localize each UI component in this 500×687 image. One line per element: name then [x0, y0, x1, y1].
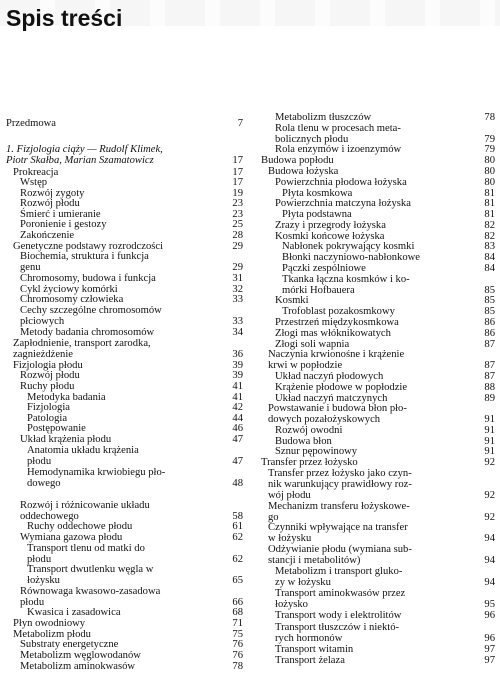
toc-entry-title: Kosmki [275, 295, 309, 306]
toc-entry-title: Rozwój płodu [20, 370, 80, 381]
toc-entry-page: 39 [232, 360, 243, 371]
toc-entry-page: 36 [232, 348, 243, 360]
toc-entry-title: 1. Fizjologia ciąży — Rudolf Klimek, Piotr Skałba, Marian Szamatowicz [6, 144, 163, 166]
toc-entry-page: 91 [484, 413, 495, 425]
toc-entry-title: Chromosomy, budowa i funkcja [20, 273, 156, 284]
toc-entry-title: Zrazy i przegrody łożyska [275, 220, 386, 231]
toc-entry-page: 91 [484, 436, 495, 447]
toc-entry-page: 29 [232, 241, 243, 252]
toc-entry-title: Transport tłuszczów i niektó- rych hormonów [275, 622, 400, 644]
toc-entry-page: 79 [484, 133, 495, 145]
toc-entry [261, 545, 495, 567]
toc-entry-page: 86 [484, 328, 495, 339]
toc-entry [6, 468, 243, 490]
toc-entry [6, 565, 243, 587]
toc-entry-title: Równowaga kwasowo-zasadowa płodu [20, 586, 161, 608]
toc-entry-page: 80 [484, 166, 495, 177]
toc-entry-title: Powstawanie i budowa błon pło- dowych pozałożyskowych [268, 403, 407, 425]
toc-entry-page: 29 [232, 261, 243, 273]
toc-entry-title: Trofoblast pozakosmkowy [282, 306, 395, 317]
toc-entry-page: 47 [232, 455, 243, 467]
toc-entry-title: Rozwój płodu [20, 198, 80, 209]
toc-entry-page: 62 [232, 532, 243, 543]
toc-entry-page: 92 [484, 511, 495, 523]
toc-entry-title: Transport witamin [275, 644, 354, 655]
toc-entry-page: 84 [484, 252, 495, 263]
toc-entry-title: Budowa błon [275, 436, 332, 447]
toc-entry [261, 589, 495, 611]
toc-entry-title: Patologia [27, 413, 68, 424]
toc-entry-title: Naczynia krwionośne i krążenie krwi w popłodzie [268, 349, 405, 371]
toc-entry-title: Budowa łożyska [268, 166, 339, 177]
toc-entry-title: Transport żelaza [275, 655, 345, 666]
toc-entry-page: 34 [232, 327, 243, 338]
toc-entry [6, 446, 243, 468]
toc-entry [261, 523, 495, 545]
toc-entry-title: Fizjologia płodu [13, 360, 83, 371]
toc-entry-page: 23 [232, 198, 243, 209]
toc-entry [261, 275, 495, 297]
toc-entry-page: 97 [484, 644, 495, 655]
toc-entry-page: 44 [232, 413, 243, 424]
toc-entry-title: Powierzchnia matczyna łożyska [275, 198, 411, 209]
toc-entry [6, 119, 243, 130]
toc-entry-page: 62 [232, 553, 243, 565]
toc-entry-page: 41 [232, 381, 243, 392]
toc-entry [261, 469, 495, 502]
toc-entry-page: 96 [484, 632, 495, 644]
toc-entry-page: 48 [232, 477, 243, 489]
toc-entry-title: Substraty energetyczne [20, 639, 119, 650]
toc-entry-page: 39 [232, 370, 243, 381]
toc-entry-page: 78 [484, 112, 495, 123]
toc-entry-page: 66 [232, 596, 243, 608]
toc-entry-page: 61 [232, 521, 243, 532]
toc-entry-page: 17 [232, 154, 243, 166]
toc-entry-page: 41 [232, 392, 243, 403]
toc-entry-title: Metabolizm płodu [13, 629, 91, 640]
toc-entry-title: Czynniki wpływające na transfer w łożysku [268, 522, 408, 544]
toc-entry-title: Anatomia układu krążenia płodu [27, 445, 139, 467]
toc-entry-page: 76 [232, 650, 243, 661]
toc-entry-title: Ruchy płodu [20, 381, 75, 392]
toc-entry-title: Zapłodnienie, transport zarodka, zagnieżdżenie [13, 338, 151, 360]
toc-entry-title: Płyta kosmkowa [282, 188, 353, 199]
toc-entry-page: 42 [232, 402, 243, 413]
toc-entry-page: 28 [232, 230, 243, 241]
toc-entry-page: 91 [484, 425, 495, 436]
toc-entry-page: 33 [232, 315, 243, 327]
toc-entry-page: 78 [232, 661, 243, 672]
toc-entry [261, 611, 495, 622]
toc-entry [261, 124, 495, 146]
toc-entry [6, 339, 243, 361]
toc-entry-title: Tkanka łączna kosmków i ko- mórki Hofbauera [282, 274, 410, 296]
toc-entry [6, 145, 243, 167]
toc-entry-page: 94 [484, 532, 495, 544]
toc-entry-title: Transfer przez łożysko jako czyn- nik warunkujący prawidłowy roz- wój płodu [268, 468, 412, 501]
toc-entry-page: 79 [484, 144, 495, 155]
toc-entry-page: 68 [232, 607, 243, 618]
toc-entry [261, 656, 495, 667]
toc-entry-page: 94 [484, 554, 495, 566]
toc-entry-page: 31 [232, 273, 243, 284]
toc-entry-title: Układ naczyń matczynych [275, 393, 388, 404]
toc-entry-title: Powierzchnia płodowa łożyska [275, 177, 407, 188]
toc-entry-page: 32 [232, 284, 243, 295]
toc-entry-title: Metabolizm i transport gluko- zy w łożysku [275, 566, 403, 588]
toc-entry-title: Układ naczyń płodowych [275, 371, 384, 382]
toc-entry-title: Metodyka badania [27, 392, 106, 403]
toc-entry-page: 33 [232, 294, 243, 305]
toc-entry-title: Transport wody i elektrolitów [275, 610, 402, 621]
toc-entry-page: 87 [484, 371, 495, 382]
toc-entry-page: 58 [232, 510, 243, 522]
toc-entry-title: Wstęp [20, 177, 48, 188]
toc-entry-page: 92 [484, 457, 495, 468]
page-title: Spis treści [6, 5, 123, 31]
toc-entry-page: 85 [484, 295, 495, 306]
toc-entry-page: 46 [232, 423, 243, 434]
toc-entry [6, 544, 243, 566]
toc-entry [6, 306, 243, 328]
toc-entry-page: 47 [232, 434, 243, 445]
toc-entry-page: 65 [232, 574, 243, 586]
toc-entry-page: 85 [484, 284, 495, 296]
toc-entry-title: Przedmowa [6, 118, 57, 129]
toc-entry-title: Płyn owodniowy [13, 618, 86, 629]
toc-entry-page: 91 [484, 446, 495, 457]
toc-entry-title: Biochemia, struktura i funkcja genu [20, 251, 149, 273]
toc-entry-title: Krążenie płodowe w popłodzie [275, 382, 408, 393]
toc-entry-page: 17 [232, 177, 243, 188]
toc-entry-title: Rola enzymów i izoenzymów [275, 144, 402, 155]
toc-entry-title: Prokreacja [13, 167, 59, 178]
toc-entry-page: 94 [484, 576, 495, 588]
toc-entry-title: Budowa popłodu [261, 155, 334, 166]
toc-entry-page: 87 [484, 339, 495, 350]
toc-entry-title: Wymiana gazowa płodu [20, 532, 123, 543]
toc-entry-page: 81 [484, 198, 495, 209]
toc-entry-page: 19 [232, 188, 243, 199]
toc-entry-title: Błonki naczyniowo-nabłonkowe [282, 252, 420, 263]
toc-entry [261, 502, 495, 524]
toc-entry-title: Metabolizm tłuszczów [275, 112, 372, 123]
toc-entry-title: Rozwój owodni [275, 425, 343, 436]
toc-entry-page: 25 [232, 219, 243, 230]
toc-entry-title: Rozwój zygoty [20, 188, 85, 199]
toc-entry-title: Mechanizm transferu łożyskowe- go [268, 501, 410, 523]
toc-entry-page: 23 [232, 209, 243, 220]
toc-entry-page: 86 [484, 317, 495, 328]
toc-entry-title: Rozwój i różnicowanie układu oddechowego [20, 500, 150, 522]
toc-entry-page: 82 [484, 231, 495, 242]
toc-entry-page: 85 [484, 306, 495, 317]
toc-entry [6, 501, 243, 523]
toc-entry-title: Układ krążenia płodu [20, 434, 112, 445]
toc-entry-title: Przestrzeń międzykosmkowa [275, 317, 399, 328]
toc-entry-page: 81 [484, 209, 495, 220]
toc-entry-page: 88 [484, 382, 495, 393]
toc-entry-title: Pączki zespólniowe [282, 263, 366, 274]
toc-entry [6, 662, 243, 673]
toc-entry [6, 587, 243, 609]
toc-entry-title: Transport aminokwasów przez łożysko [275, 588, 406, 610]
toc-entry-title: Zakończenie [20, 230, 75, 241]
toc-entry-page: 96 [484, 610, 495, 621]
toc-entry-page: 80 [484, 155, 495, 166]
toc-entry-title: Fizjologia [27, 402, 70, 413]
toc-entry-title: Cykl życiowy komórki [20, 284, 118, 295]
toc-entry-title: Postępowanie [27, 423, 86, 434]
toc-entry-page: 95 [484, 598, 495, 610]
toc-entry-title: Poronienie i gestozy [20, 219, 107, 230]
toc-entry-title: Transport tlenu od matki do płodu [27, 543, 145, 565]
toc-entry-page: 76 [232, 639, 243, 650]
toc-entry-title: Płyta podstawna [282, 209, 352, 220]
toc-entry [261, 350, 495, 372]
toc-entry-title: Metody badania chromosomów [20, 327, 155, 338]
toc-entry-page: 84 [484, 263, 495, 274]
toc-entry-title: Odżywianie płodu (wymiana sub- stancji i metabolitów) [268, 544, 412, 566]
toc-entry [261, 623, 495, 645]
toc-entry-title: Metabolizm aminokwasów [20, 661, 136, 672]
toc-entry-title: Sznur pępowinowy [275, 446, 358, 457]
toc-entry [6, 252, 243, 274]
toc-entry-page: 87 [484, 359, 495, 371]
toc-entry-page: 89 [484, 393, 495, 404]
toc-entry-title: Chromosomy człowieka [20, 294, 124, 305]
toc-entry-page: 75 [232, 629, 243, 640]
toc-entry-title: Metabolizm węglowodanów [20, 650, 141, 661]
toc-entry [261, 567, 495, 589]
toc-entry [261, 404, 495, 426]
toc-entry-title: Ruchy oddechowe płodu [27, 521, 133, 532]
toc-entry-page: 7 [237, 118, 243, 129]
toc-entry-page: 17 [232, 167, 243, 178]
toc-entry-page: 92 [484, 489, 495, 501]
toc-entry-page: 80 [484, 177, 495, 188]
toc-entry-title: Kosmki końcowe łożyska [275, 231, 385, 242]
toc-entry-title: Transport dwutlenku węgla w łożysku [27, 564, 154, 586]
toc-entry-title: Kwasica i zasadowica [27, 607, 121, 618]
toc-entry-page: 71 [232, 618, 243, 629]
toc-entry-title: Złogi soli wapnia [275, 339, 350, 350]
toc-entry-page: 83 [484, 241, 495, 252]
toc-entry-title: Rola tlenu w procesach meta- bolicznych płodu [275, 123, 401, 145]
toc-entry-page: 81 [484, 188, 495, 199]
toc-entry-title: Hemodynamika krwiobiegu pło- dowego [27, 467, 166, 489]
toc-entry-title: Transfer przez łożysko [261, 457, 358, 468]
toc-entry-page: 82 [484, 220, 495, 231]
toc-entry-title: Śmierć i umieranie [20, 209, 101, 220]
toc-entry-title: Złogi mas włóknikowatych [275, 328, 391, 339]
toc-entry-title: Genetyczne podstawy rozrodczości [13, 241, 164, 252]
toc-entry-page: 97 [484, 655, 495, 666]
toc-entry-title: Nabłonek pokrywający kosmki [282, 241, 415, 252]
toc-entry-title: Cechy szczególne chromosomów płciowych [20, 305, 162, 327]
